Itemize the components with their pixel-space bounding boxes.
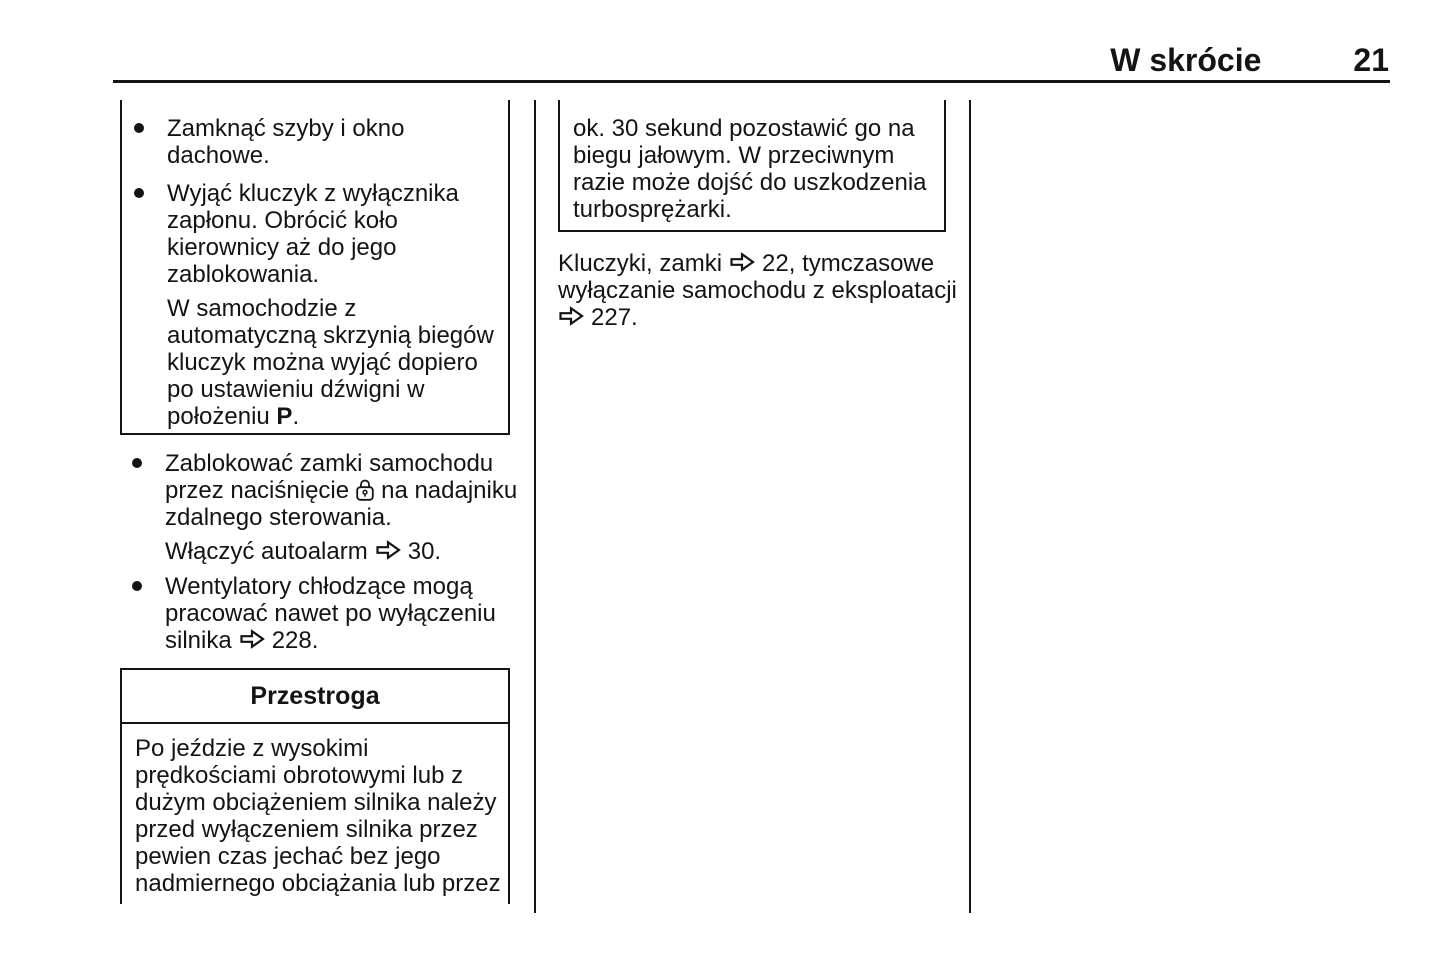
caution-continued-text: ok. 30 sekund pozostawić go na biegu jałowym. W przeciwnym razie może dojść do uszkodzenia turbosprężarki. — [573, 115, 927, 223]
caution-body: Po jeździe z wysokimi prędkościami obrotowymi lub z dużym obciążeniem silnika należy przed wyłączeniem silnika przez pewien czas jechać bez jego nadmiernego obciążania lub przez — [135, 735, 501, 897]
header-rule — [113, 80, 1390, 83]
autoalarm-line — [120, 538, 510, 565]
page-ref-arrow-icon — [375, 540, 401, 560]
middle-column — [558, 100, 957, 331]
page-number: 21 — [1353, 42, 1389, 78]
page-ref-arrow-icon — [239, 629, 265, 649]
left-column — [120, 100, 518, 904]
caution-title: Przestroga — [122, 670, 508, 724]
left-column-lower — [120, 450, 518, 654]
lock-closed-icon — [356, 478, 374, 501]
column-separator-right — [969, 100, 971, 913]
ref-text: wyłączanie samochodu z eksploatacji — [558, 277, 957, 304]
page-ref-number: 227. — [591, 304, 638, 331]
page-title: W skrócie — [1110, 42, 1262, 78]
bullet-dot-icon — [134, 123, 144, 133]
note-text: W samochodzie z automatyczną skrzynią biegów kluczyk można wyjąć dopiero po ustawieniu dźwigni w — [167, 295, 494, 403]
bullet-dot-icon — [132, 581, 142, 591]
list-item-remove-key — [122, 180, 508, 288]
bullet-dot-icon — [134, 188, 144, 198]
caution-box-continued — [558, 100, 946, 232]
note-last-line: położeniu P. — [167, 403, 300, 430]
page-ref-number: 30. — [407, 538, 442, 565]
page-ref-arrow-icon — [729, 252, 755, 272]
page-ref-number: 228. — [271, 627, 319, 654]
bullet-dot-icon — [132, 458, 142, 468]
list-item-cooling-fans — [120, 573, 510, 654]
list-item-text: Zablokować zamki samochodu przez naciśnięcie na nadajniku zdalnego sterowania. — [165, 450, 518, 531]
ref-text: Kluczyki, zamki — [558, 250, 723, 277]
list-item-text: Wentylatory chłodzące mogą pracować nawet po wyłączeniu silnika 228. — [165, 573, 496, 654]
page-header — [1110, 43, 1389, 77]
column-separator-left — [534, 100, 536, 913]
page-ref-arrow-icon — [558, 306, 584, 326]
caution-box — [120, 668, 510, 904]
continued-frame-box — [120, 100, 510, 435]
list-item-close-windows — [122, 115, 508, 169]
gear-position-p: P — [276, 403, 293, 430]
list-item-lock-doors — [120, 450, 518, 531]
autoalarm-text: Włączyć autoalarm — [165, 538, 368, 565]
page-ref-number: 22, tymczasowe — [762, 250, 935, 277]
list-item-text: Wyjąć kluczyk z wyłącznika zapłonu. Obrócić koło kierownicy aż do jego zablokowania. — [167, 180, 459, 288]
list-item-text: Zamknąć szyby i okno dachowe. — [167, 115, 405, 169]
cross-references — [558, 250, 957, 331]
automatic-transmission-note — [122, 295, 508, 430]
